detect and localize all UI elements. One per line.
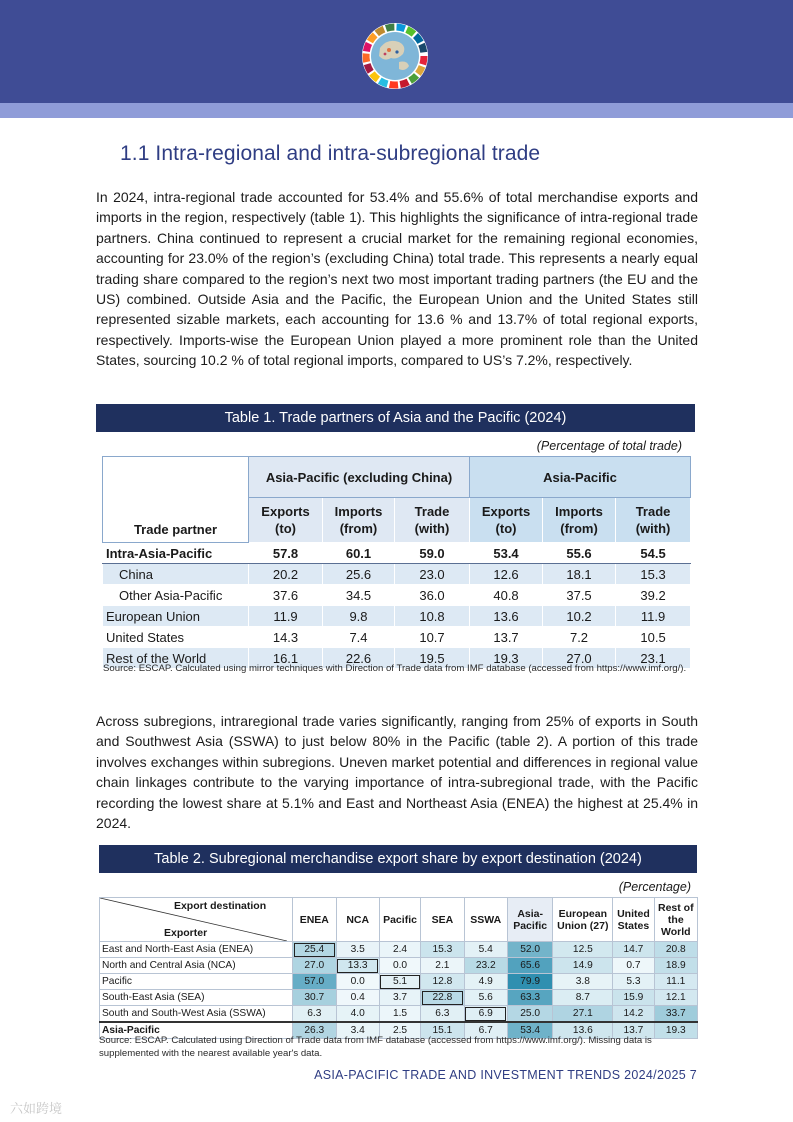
row-label: European Union	[103, 606, 249, 627]
table-cell: 22.6	[323, 648, 395, 669]
table-cell: 12.6	[470, 564, 543, 585]
table2-col-header	[654, 898, 697, 942]
table-cell: 27.0	[293, 958, 336, 974]
col-header-line1: Pacific	[383, 913, 417, 926]
table-cell: 53.4	[507, 1022, 552, 1039]
row-label: Rest of the World	[103, 648, 249, 669]
table-row	[100, 974, 698, 990]
section-title: 1.1 Intra-regional and intra-subregional trade	[120, 142, 541, 165]
col-header-line2: (from)	[560, 521, 598, 536]
row-label: South and South-West Asia (SSWA)	[100, 1006, 293, 1023]
col-header-line1: NCA	[346, 913, 370, 926]
col-header-line1: Rest of the	[657, 901, 694, 926]
table-cell: 15.3	[616, 564, 691, 585]
table1-col-header	[616, 498, 691, 543]
table-cell: 6.9	[464, 1006, 507, 1023]
table-cell: 65.6	[507, 958, 552, 974]
table-cell: 15.9	[613, 990, 654, 1006]
table-cell: 0.4	[336, 990, 379, 1006]
subregion-paragraph: Across subregions, intraregional trade varies significantly, ranging from 25% of exports in South and Southwest Asia (SSWA) to just below 80% in the Pacific (table 2). A portion of this trade involves exchanges within subregions. Uneven market potential and differences in regional value chain linkages contribute to the varying importance of intra-subregional trade, with the Pacific recording the lowest share at 5.1% and East and Northeast Asia (ENEA) the highest at 25.4% in 2024.	[96, 713, 698, 832]
table-cell: 5.1	[379, 974, 420, 990]
col-header-line1: SSWA	[470, 913, 502, 926]
asia-pacific-globe-logo-icon	[361, 22, 429, 90]
table-cell: 5.6	[464, 990, 507, 1006]
table-cell: 33.7	[654, 1006, 697, 1023]
trade-partner-header: Trade partner	[103, 457, 249, 543]
table-cell: 15.1	[421, 1022, 464, 1039]
table-cell: 12.8	[421, 974, 464, 990]
table-cell: 19.5	[395, 648, 470, 669]
table-row	[103, 543, 691, 564]
table-row	[100, 942, 698, 958]
table-cell: 36.0	[395, 585, 470, 606]
table-cell: 40.8	[470, 585, 543, 606]
table-cell: 14.7	[613, 942, 654, 958]
table-cell: 27.0	[543, 648, 616, 669]
table-cell: 5.4	[464, 942, 507, 958]
table-cell: 10.8	[395, 606, 470, 627]
table2-col-header	[421, 898, 464, 942]
col-header-line1: Exports	[481, 504, 531, 519]
table-cell: 19.3	[654, 1022, 697, 1039]
table-cell: 19.3	[470, 648, 543, 669]
table-cell: 14.3	[249, 627, 323, 648]
table-cell: 63.3	[507, 990, 552, 1006]
table-cell: 57.8	[249, 543, 323, 564]
table-cell: 20.2	[249, 564, 323, 585]
col-header-line1: United	[617, 907, 650, 920]
table-cell: 11.1	[654, 974, 697, 990]
table2-subregional-exports	[99, 897, 698, 1039]
table-cell: 14.2	[613, 1006, 654, 1023]
row-label: Asia-Pacific	[100, 1022, 293, 1039]
table-cell: 23.0	[395, 564, 470, 585]
col-header-line1: Trade	[414, 504, 450, 519]
table-cell: 37.6	[249, 585, 323, 606]
table-cell: 12.5	[553, 942, 613, 958]
col-header-line1: Imports	[334, 504, 383, 519]
table-cell: 60.1	[323, 543, 395, 564]
table-cell: 34.5	[323, 585, 395, 606]
table-cell: 4.9	[464, 974, 507, 990]
row-label: South-East Asia (SEA)	[100, 990, 293, 1006]
table-cell: 7.2	[543, 627, 616, 648]
table-cell: 12.1	[654, 990, 697, 1006]
table-cell: 16.1	[249, 648, 323, 669]
table-cell: 13.6	[470, 606, 543, 627]
table2-col-header	[379, 898, 420, 942]
table-cell: 59.0	[395, 543, 470, 564]
table-cell: 23.2	[464, 958, 507, 974]
table1-col-header	[395, 498, 470, 543]
table-cell: 3.7	[379, 990, 420, 1006]
col-header-line1: Exports	[261, 504, 310, 519]
table-cell: 15.3	[421, 942, 464, 958]
table-cell: 10.2	[543, 606, 616, 627]
table2-diagonal-header	[100, 898, 293, 942]
table-row	[103, 585, 691, 606]
row-label: Intra-Asia-Pacific	[103, 543, 249, 564]
table2-title: Table 2. Subregional merchandise export share by export destination (2024)	[99, 845, 697, 873]
table-cell: 4.0	[336, 1006, 379, 1023]
table-cell: 11.9	[616, 606, 691, 627]
table-cell: 25.4	[293, 942, 336, 958]
col-header-line2: World	[661, 925, 691, 938]
table2-col-header	[336, 898, 379, 942]
table2-col-header	[464, 898, 507, 942]
col-header-line1: European	[558, 907, 608, 920]
table2-col-header	[613, 898, 654, 942]
table-cell: 3.8	[553, 974, 613, 990]
row-label: North and Central Asia (NCA)	[100, 958, 293, 974]
table-cell: 25.0	[507, 1006, 552, 1023]
table1-trade-partners	[102, 456, 691, 669]
table-cell: 26.3	[293, 1022, 336, 1039]
table-cell: 18.1	[543, 564, 616, 585]
group-header-asia-pacific: Asia-Pacific	[470, 457, 691, 498]
col-header-line1: SEA	[431, 913, 454, 926]
table-cell: 0.0	[379, 958, 420, 974]
table-cell: 25.6	[323, 564, 395, 585]
table-cell: 2.1	[421, 958, 464, 974]
row-label: Pacific	[100, 974, 293, 990]
table-cell: 6.3	[421, 1006, 464, 1023]
group-header-excl-china: Asia-Pacific (excluding China)	[249, 457, 470, 498]
table1-title: Table 1. Trade partners of Asia and the Pacific (2024)	[96, 404, 695, 432]
table-cell: 11.9	[249, 606, 323, 627]
table-row	[103, 564, 691, 585]
page-footer	[314, 1068, 697, 1082]
table-cell: 30.7	[293, 990, 336, 1006]
table-cell: 3.5	[336, 942, 379, 958]
col-header-line1: Imports	[555, 504, 603, 519]
table-cell: 2.4	[379, 942, 420, 958]
table-cell: 37.5	[543, 585, 616, 606]
table-cell: 7.4	[323, 627, 395, 648]
table-cell: 13.6	[553, 1022, 613, 1039]
col-header-line2: (from)	[339, 521, 378, 536]
table-cell: 10.7	[395, 627, 470, 648]
table2-col-header	[553, 898, 613, 942]
table2-unit-note: (Percentage)	[618, 880, 691, 894]
table-row	[103, 627, 691, 648]
table-cell: 9.8	[323, 606, 395, 627]
table-cell: 18.9	[654, 958, 697, 974]
table-cell: 39.2	[616, 585, 691, 606]
table-cell: 8.7	[553, 990, 613, 1006]
table2-source: Source: ESCAP. Calculated using Direction of Trade data from IMF database (accessed from https://www.imf.org/). Missing data is supplemented with the nearest available year's data.	[99, 1035, 652, 1059]
table-cell: 2.5	[379, 1022, 420, 1039]
col-header-line2: States	[617, 919, 650, 932]
col-header-line2: (to)	[495, 521, 517, 536]
table-cell: 5.3	[613, 974, 654, 990]
table-cell: 23.1	[616, 648, 691, 669]
col-header-line1: ENEA	[299, 913, 329, 926]
table-cell: 54.5	[616, 543, 691, 564]
col-header-line1: Trade	[635, 504, 671, 519]
col-header-line2: (with)	[635, 521, 671, 536]
col-header-line2: (with)	[414, 521, 450, 536]
table-cell: 13.7	[470, 627, 543, 648]
table1-col-header	[543, 498, 616, 543]
table-row	[100, 990, 698, 1006]
col-header-line2: Pacific	[513, 919, 548, 932]
table1-source: Source: ESCAP. Calculated using mirror techniques with Direction of Trade data from IMF database (accessed from https://www.imf.org/).	[103, 663, 687, 674]
table-row	[103, 606, 691, 627]
row-label: China	[103, 564, 249, 585]
row-label: East and North-East Asia (ENEA)	[100, 942, 293, 958]
table-cell: 20.8	[654, 942, 697, 958]
footer-title: ASIA-PACIFIC TRADE AND INVESTMENT TRENDS 2024/2025	[314, 1068, 686, 1082]
table-cell: 1.5	[379, 1006, 420, 1023]
watermark: 六如跨境	[10, 1101, 63, 1116]
table-cell: 13.3	[336, 958, 379, 974]
table-row	[100, 1006, 698, 1023]
table-cell: 6.3	[293, 1006, 336, 1023]
table-row	[100, 958, 698, 974]
table-cell: 6.7	[464, 1022, 507, 1039]
table-cell: 55.6	[543, 543, 616, 564]
table-cell: 14.9	[553, 958, 613, 974]
table-cell: 10.5	[616, 627, 691, 648]
intro-paragraph: In 2024, intra-regional trade accounted for 53.4% and 55.6% of total merchandise exports and imports in the region, respectively (table 1). This highlights the significance of intra-regional trade partners. China continued to represent a crucial market for the remaining regional economies, accounting for 23.0% of the region’s (excluding China) total trade. This represents a nearly equal trading share compared to the region’s next two most important trading partners (the EU and the US) combined. Outside Asia and the Pacific, the European Union and the United States still represented sizable markets, each accounting for 13.6 % and 13.7% of total regional exports, respectively. Imports-wise the European Union played a more prominent role than the United States, sourcing 10.2 % of total regional imports, compared to US’s 7.2%, respectively.	[96, 189, 698, 369]
table-cell: 0.7	[613, 958, 654, 974]
col-header-line1: Asia-	[517, 907, 543, 920]
header-subband	[0, 103, 793, 118]
page-number: 7	[689, 1068, 697, 1082]
table-cell: 22.8	[421, 990, 464, 1006]
table-cell: 13.7	[613, 1022, 654, 1039]
table1-unit-note: (Percentage of total trade)	[536, 439, 682, 453]
table-cell: 3.4	[336, 1022, 379, 1039]
col-header-line2: (to)	[275, 521, 296, 536]
table-cell: 0.0	[336, 974, 379, 990]
row-label: United States	[103, 627, 249, 648]
table2-col-header	[293, 898, 336, 942]
table-cell: 27.1	[553, 1006, 613, 1023]
exporter-label: Exporter	[164, 927, 208, 939]
col-header-line2: Union (27)	[557, 919, 609, 932]
table-cell: 53.4	[470, 543, 543, 564]
export-destination-label: Export destination	[173, 900, 267, 912]
table-cell: 57.0	[293, 974, 336, 990]
table-cell: 52.0	[507, 942, 552, 958]
table2-col-header	[507, 898, 552, 942]
table1-col-header	[323, 498, 395, 543]
table-cell: 79.9	[507, 974, 552, 990]
table1-col-header	[249, 498, 323, 543]
table1-col-header	[470, 498, 543, 543]
row-label: Other Asia-Pacific	[103, 585, 249, 606]
